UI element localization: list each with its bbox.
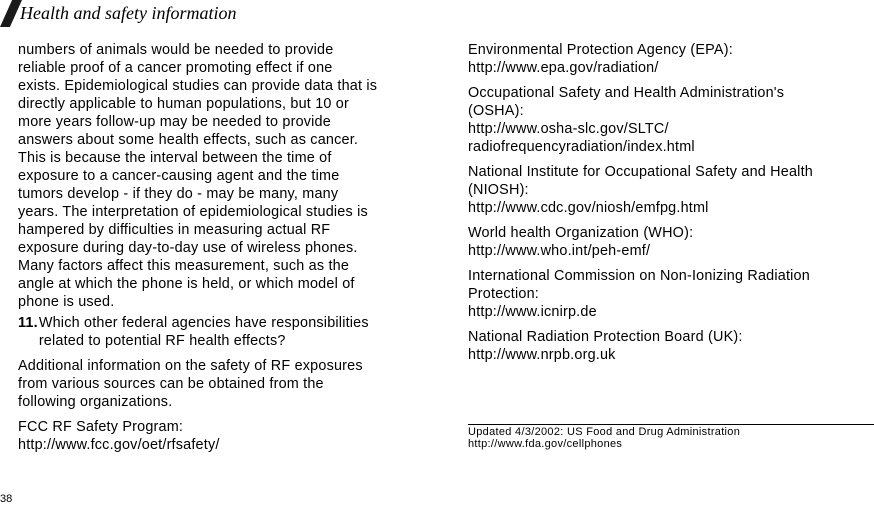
org-nrpb-name: National Radiation Protection Board (UK): xyxy=(468,329,743,345)
org-niosh-name: National Institute for Occupational Safety and Health (NIOSH): xyxy=(468,164,813,198)
org-icnirp-link[interactable]: http://www.icnirp.de xyxy=(468,304,597,320)
question-item xyxy=(18,314,428,350)
body-paragraph: Additional information on the safety of RF exposures from various sources can be obtained from the following organizations. xyxy=(18,358,363,410)
org-icnirp-name: International Commission on Non-Ionizing Radiation Protection: xyxy=(468,268,810,302)
question-text: Which other federal agencies have responsibilities related to potential RF health effects? xyxy=(38,315,369,349)
org-epa-link[interactable]: http://www.epa.gov/radiation/ xyxy=(468,60,659,76)
header-accent-bar xyxy=(0,0,22,27)
footnote: Updated 4/3/2002: US Food and Drug Administration http://www.fda.gov/cellphones xyxy=(468,426,741,450)
page-number: 38 xyxy=(0,493,13,505)
org-niosh-link[interactable]: http://www.cdc.gov/niosh/emfpg.html xyxy=(468,200,709,216)
page-header-title: Health and safety information xyxy=(20,3,237,23)
org-fcc-link[interactable]: http://www.fcc.gov/oet/rfsafety/ xyxy=(18,437,220,453)
org-nrpb-link[interactable]: http://www.nrpb.org.uk xyxy=(468,347,616,363)
org-osha-name: Occupational Safety and Health Administration's (OSHA): xyxy=(468,85,785,119)
org-epa-name: Environmental Protection Agency (EPA): xyxy=(468,42,733,58)
left-column xyxy=(18,41,428,454)
question-number: 11. xyxy=(18,315,38,331)
org-who-name: World health Organization (WHO): xyxy=(468,225,694,241)
org-who-link[interactable]: http://www.who.int/peh-emf/ xyxy=(468,243,651,259)
org-osha-link[interactable]: http://www.osha-slc.gov/SLTC/ radiofrequencyradiation/index.html xyxy=(468,121,695,155)
org-fcc-name: FCC RF Safety Program: xyxy=(18,419,184,435)
right-column xyxy=(468,41,868,364)
footnote-divider xyxy=(468,424,874,425)
body-paragraph: numbers of animals would be needed to provide reliable proof of a cancer promoting effect if one exists. Epidemiological studies can provide data that is directly applicable to human populations, but 10 or more years follow-up may be needed to provide answers about some health effects, such as cancer. This is because the interval between the time of exposure to a cancer-causing agent and the time tumors develop - if they do - may be many, many years. The interpretation of epidemiological studies is hampered by difficulties in measuring actual RF exposure during day-to-day use of wireless phones. Many factors affect this measurement, such as the angle at which the phone is held, or which model of phone is used. xyxy=(18,42,378,310)
